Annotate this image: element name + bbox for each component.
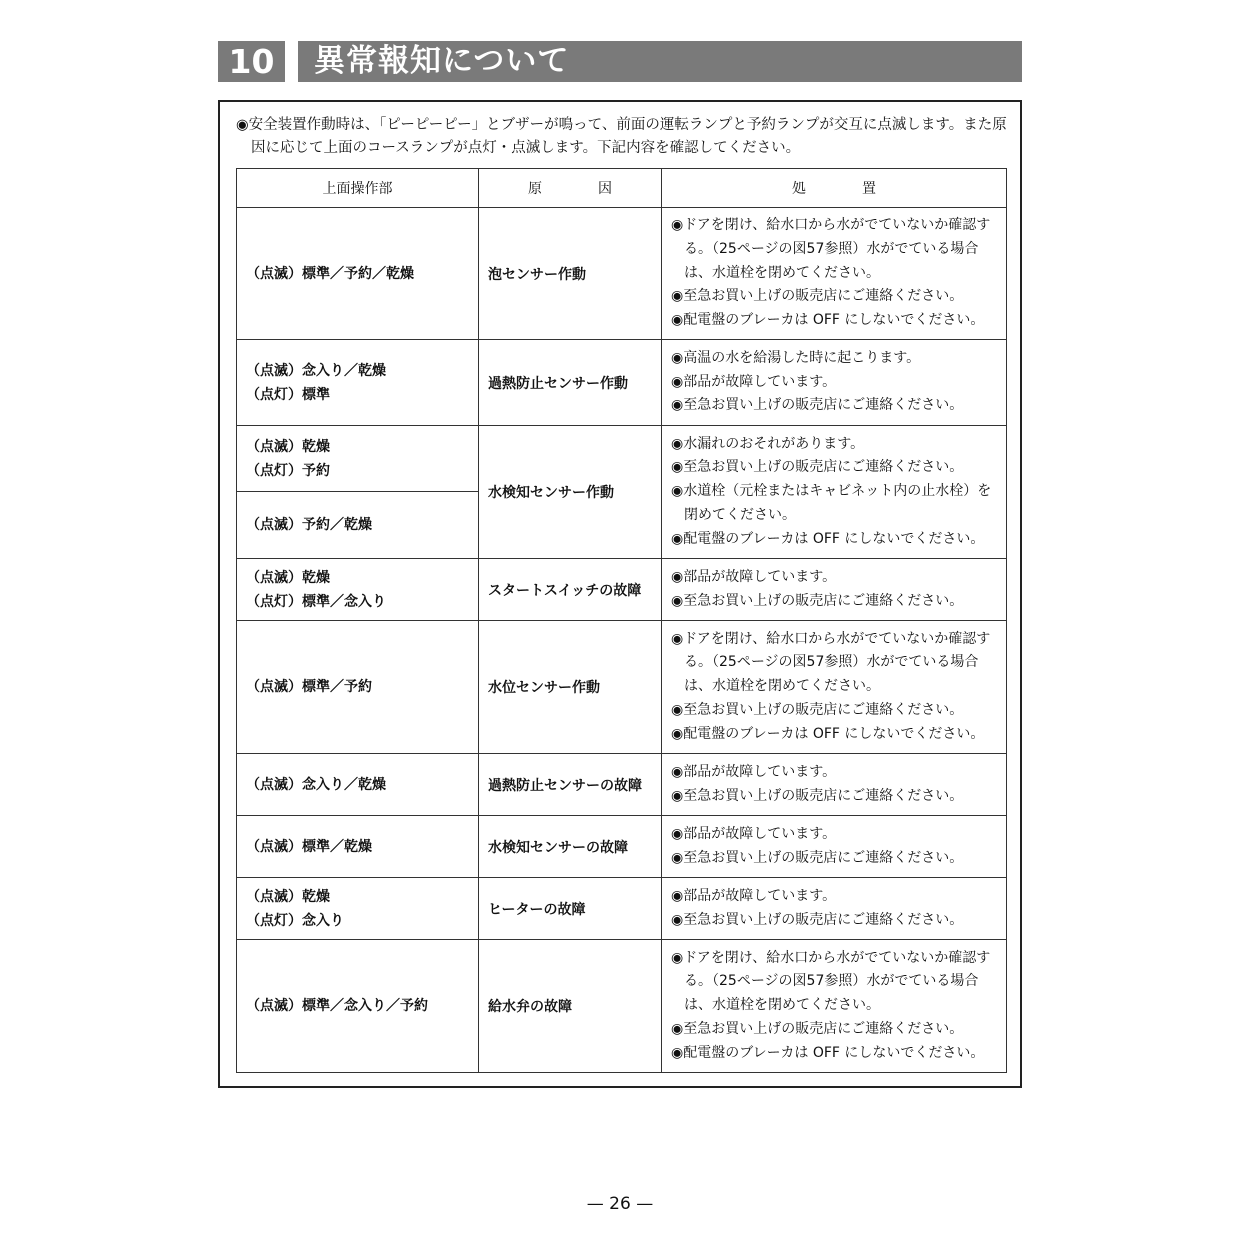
cause-cell: 給水弁の故障	[479, 940, 662, 1073]
cause-cell: 過熱防止センサー作動	[479, 340, 662, 426]
action-item: ◉至急お買い上げの販売店にご連絡ください。	[671, 397, 964, 414]
action-item: ◉至急お買い上げの販売店にご連絡ください。	[671, 1020, 964, 1037]
panel-line: （点滅）念入り／乾燥	[246, 776, 386, 793]
action-item: ◉至急お買い上げの販売店にご連絡ください。	[671, 288, 964, 305]
table-row	[237, 559, 1007, 621]
table-row	[237, 940, 1007, 1073]
panel-line: （点滅）予約／乾燥	[246, 517, 372, 533]
action-item: ◉配電盤のブレーカは OFF にしないでください。	[671, 530, 985, 547]
table-row	[237, 340, 1007, 426]
panel-line: （点滅）乾燥	[246, 569, 330, 586]
action-cell	[662, 208, 1007, 340]
action-item: ◉水道栓（元栓またはキャビネット内の止水栓）を閉めてください。	[671, 483, 992, 523]
action-item: ◉至急お買い上げの販売店にご連絡ください。	[671, 849, 964, 866]
action-item: ◉配電盤のブレーカは OFF にしないでください。	[671, 1044, 985, 1061]
cause-cell: 過熱防止センサーの故障	[479, 754, 662, 816]
panel-line: （点滅）念入り／乾燥	[246, 362, 386, 379]
page-number: — 26 —	[586, 1194, 654, 1214]
header-cause: 原 因	[479, 169, 662, 208]
action-item: ◉ドアを閉け、給水口から水がでていないか確認する。（25ページの図57参照）水がでている場合は、水道栓を閉めてください。	[671, 217, 991, 281]
panel-cell	[237, 940, 479, 1073]
cause-cell: 水検知センサー作動	[479, 426, 662, 559]
panel-line: （点灯）標準／念入り	[246, 593, 386, 610]
action-item: ◉至急お買い上げの販売店にご連絡ください。	[671, 787, 964, 804]
section-number: 10	[218, 41, 285, 82]
table-row	[237, 754, 1007, 816]
panel-line: （点滅）標準／予約	[246, 679, 372, 695]
panel-cell	[237, 340, 479, 426]
action-cell	[662, 340, 1007, 426]
action-cell	[662, 940, 1007, 1073]
panel-line: （点滅）標準／念入り／予約	[246, 998, 428, 1014]
action-cell	[662, 754, 1007, 816]
action-item: ◉部品が故障しています。	[671, 373, 837, 390]
action-item: ◉配電盤のブレーカは OFF にしないでください。	[671, 312, 985, 329]
panel-cell	[237, 816, 479, 878]
table-row	[237, 878, 1007, 940]
table-header-row	[237, 169, 1007, 208]
panel-cell	[237, 426, 479, 492]
action-item: ◉部品が故障しています。	[671, 825, 837, 842]
action-item: ◉配電盤のブレーカは OFF にしないでください。	[671, 725, 985, 742]
table-row	[237, 426, 1007, 492]
section-title: 異常報知について	[298, 41, 1022, 82]
header-panel: 上面操作部	[237, 169, 479, 208]
action-cell	[662, 816, 1007, 878]
panel-cell	[237, 878, 479, 940]
panel-line: （点滅）乾燥	[246, 438, 330, 455]
action-item: ◉至急お買い上げの販売店にご連絡ください。	[671, 701, 964, 718]
panel-cell	[237, 559, 479, 621]
action-cell	[662, 426, 1007, 559]
cause-cell: 水検知センサーの故障	[479, 816, 662, 878]
error-table	[236, 168, 1007, 1073]
cause-cell: 泡センサー作動	[479, 208, 662, 340]
panel-line: （点滅）標準／乾燥	[246, 838, 372, 855]
table-row	[237, 208, 1007, 340]
panel-cell	[237, 621, 479, 754]
action-cell	[662, 559, 1007, 621]
action-item: ◉高温の水を給湯した時に起こります。	[671, 349, 921, 366]
panel-line: （点灯）標準	[246, 386, 330, 403]
cause-cell: ヒーターの故障	[479, 878, 662, 940]
panel-line: （点灯）予約	[246, 462, 330, 479]
action-item: ◉至急お買い上げの販売店にご連絡ください。	[671, 592, 964, 609]
content-frame	[218, 100, 1022, 1088]
cause-cell: スタートスイッチの故障	[479, 559, 662, 621]
action-item: ◉部品が故障しています。	[671, 887, 837, 904]
table-row	[237, 621, 1007, 754]
action-item: ◉ドアを閉け、給水口から水がでていないか確認する。（25ページの図57参照）水がでている場合は、水道栓を閉めてください。	[671, 630, 991, 695]
action-cell	[662, 621, 1007, 754]
action-item: ◉至急お買い上げの販売店にご連絡ください。	[671, 459, 964, 476]
cause-cell: 水位センサー作動	[479, 621, 662, 754]
action-item: ◉部品が故障しています。	[671, 568, 837, 585]
panel-line: （点滅）乾燥	[246, 888, 330, 905]
action-item: ◉水漏れのおそれがあります。	[671, 435, 865, 452]
action-item: ◉至急お買い上げの販売店にご連絡ください。	[671, 911, 964, 928]
table-row	[237, 816, 1007, 878]
action-cell	[662, 878, 1007, 940]
panel-cell	[237, 208, 479, 340]
panel-cell	[237, 492, 479, 559]
intro-text: ◉安全装置作動時は、「ピーピーピー」とブザーが鳴って、前面の運転ランプと予約ランプが交互に点滅します。また原因に応じて上面のコースランプが点灯・点滅します。下記内容を確認してください。	[236, 117, 1007, 156]
header-action: 処 置	[662, 169, 1007, 208]
action-item: ◉部品が故障しています。	[671, 763, 837, 780]
panel-line: （点灯）念入り	[246, 912, 344, 929]
action-item: ◉ドアを閉け、給水口から水がでていないか確認する。（25ページの図57参照）水がでている場合は、水道栓を閉めてください。	[671, 949, 991, 1014]
section-header	[218, 41, 1022, 82]
panel-cell	[237, 754, 479, 816]
panel-line: （点滅）標準／予約／乾燥	[246, 265, 414, 282]
